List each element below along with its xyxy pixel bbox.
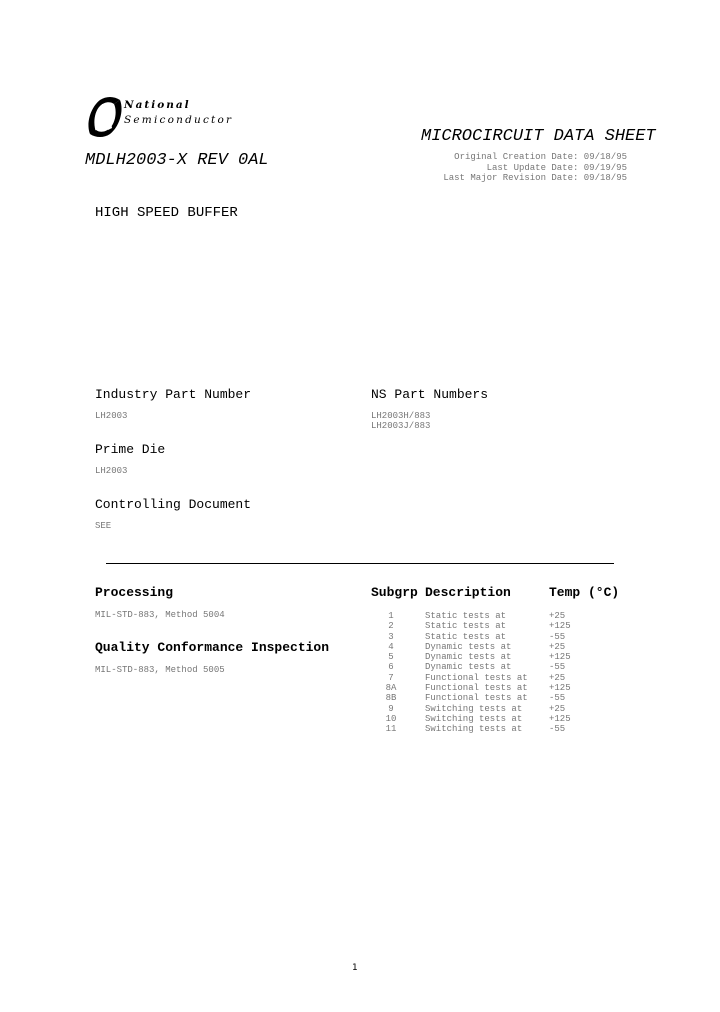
temp-cell: -55	[549, 662, 566, 673]
temp-cell: +25	[549, 703, 566, 714]
subgrp-cell: 9	[388, 703, 394, 714]
ns-part-values	[371, 411, 430, 432]
page-number: 1	[352, 963, 358, 973]
controlling-document-value: SEE	[95, 521, 112, 531]
processing-value: MIL-STD-883, Method 5004	[95, 610, 225, 620]
qci-label: Quality Conformance Inspection	[95, 640, 330, 655]
description-cell: Static tests at	[425, 621, 507, 632]
national-semiconductor-logo-icon	[84, 94, 126, 140]
description-cell: Switching tests at	[425, 713, 523, 724]
logo	[84, 94, 244, 142]
description-cell: Switching tests at	[425, 724, 523, 735]
subgrp-cell: 6	[388, 662, 394, 673]
ns-part-value: LH2003J/883	[371, 421, 431, 432]
temp-cell: +125	[549, 713, 571, 724]
table-row	[371, 642, 591, 652]
temp-cell: -55	[549, 693, 566, 704]
original-creation-date: Original Creation Date: 09/18/95	[454, 152, 627, 162]
description-cell: Dynamic tests at	[425, 641, 512, 652]
table-row	[371, 724, 591, 734]
logo-line-national: National	[124, 99, 191, 111]
subgrp-cell: 11	[385, 724, 397, 735]
sheet-title: MICROCIRCUIT DATA SHEET	[421, 127, 656, 146]
controlling-document-label: Controlling Document	[95, 497, 252, 512]
subgrp-cell: 2	[388, 621, 394, 632]
section-divider	[106, 563, 614, 564]
table-row	[371, 652, 591, 662]
logo-line-semiconductor: Semiconductor	[124, 114, 234, 126]
temp-cell: +125	[549, 621, 571, 632]
temp-cell: +125	[549, 652, 571, 663]
ns-part-label: NS Part Numbers	[371, 387, 489, 402]
subgrp-cell: 8B	[385, 693, 397, 704]
qci-value: MIL-STD-883, Method 5005	[95, 665, 225, 675]
subgrp-cell: 4	[388, 641, 394, 652]
subgroup-table	[371, 611, 591, 735]
table-row	[371, 611, 591, 621]
temp-cell: +25	[549, 672, 566, 683]
document-id: MDLH2003-X REV 0AL	[85, 151, 269, 170]
table-row	[371, 714, 591, 724]
subgrp-cell: 10	[385, 713, 397, 724]
table-row	[371, 683, 591, 693]
description-cell: Static tests at	[425, 611, 507, 621]
prime-die-label: Prime Die	[95, 442, 166, 457]
subgrp-cell: 5	[388, 652, 394, 663]
table-row	[371, 704, 591, 714]
description-cell: Static tests at	[425, 631, 507, 642]
temp-header: Temp (°C)	[549, 585, 620, 600]
description-cell: Functional tests at	[425, 672, 528, 683]
temp-cell: -55	[549, 631, 566, 642]
industry-part-label: Industry Part Number	[95, 387, 252, 402]
subgrp-cell: 3	[388, 631, 394, 642]
ns-part-value: LH2003H/883	[371, 411, 431, 421]
description-cell: Dynamic tests at	[425, 652, 512, 663]
prime-die-value: LH2003	[95, 466, 128, 476]
description-cell: Functional tests at	[425, 683, 528, 694]
table-row	[371, 693, 591, 703]
description-cell: Dynamic tests at	[425, 662, 512, 673]
processing-label: Processing	[95, 585, 174, 600]
table-row	[371, 621, 591, 631]
description-header: Description	[425, 585, 511, 600]
temp-cell: +25	[549, 611, 566, 621]
subgrp-cell: 1	[388, 611, 394, 621]
table-row	[371, 632, 591, 642]
subgrp-cell: 8A	[385, 683, 397, 694]
temp-cell: +125	[549, 683, 571, 694]
description-cell: Switching tests at	[425, 703, 523, 714]
subgrp-header: Subgrp	[371, 585, 418, 600]
table-row	[371, 673, 591, 683]
temp-cell: -55	[549, 724, 566, 735]
description-cell: Functional tests at	[425, 693, 528, 704]
temp-cell: +25	[549, 641, 566, 652]
last-major-revision-date: Last Major Revision Date: 09/18/95	[443, 173, 627, 183]
table-row	[371, 662, 591, 672]
subgrp-cell: 7	[388, 672, 394, 683]
industry-part-value: LH2003	[95, 411, 128, 421]
revision-dates	[367, 152, 627, 184]
last-update-date: Last Update Date: 09/19/95	[486, 162, 627, 173]
device-title: HIGH SPEED BUFFER	[95, 205, 238, 221]
